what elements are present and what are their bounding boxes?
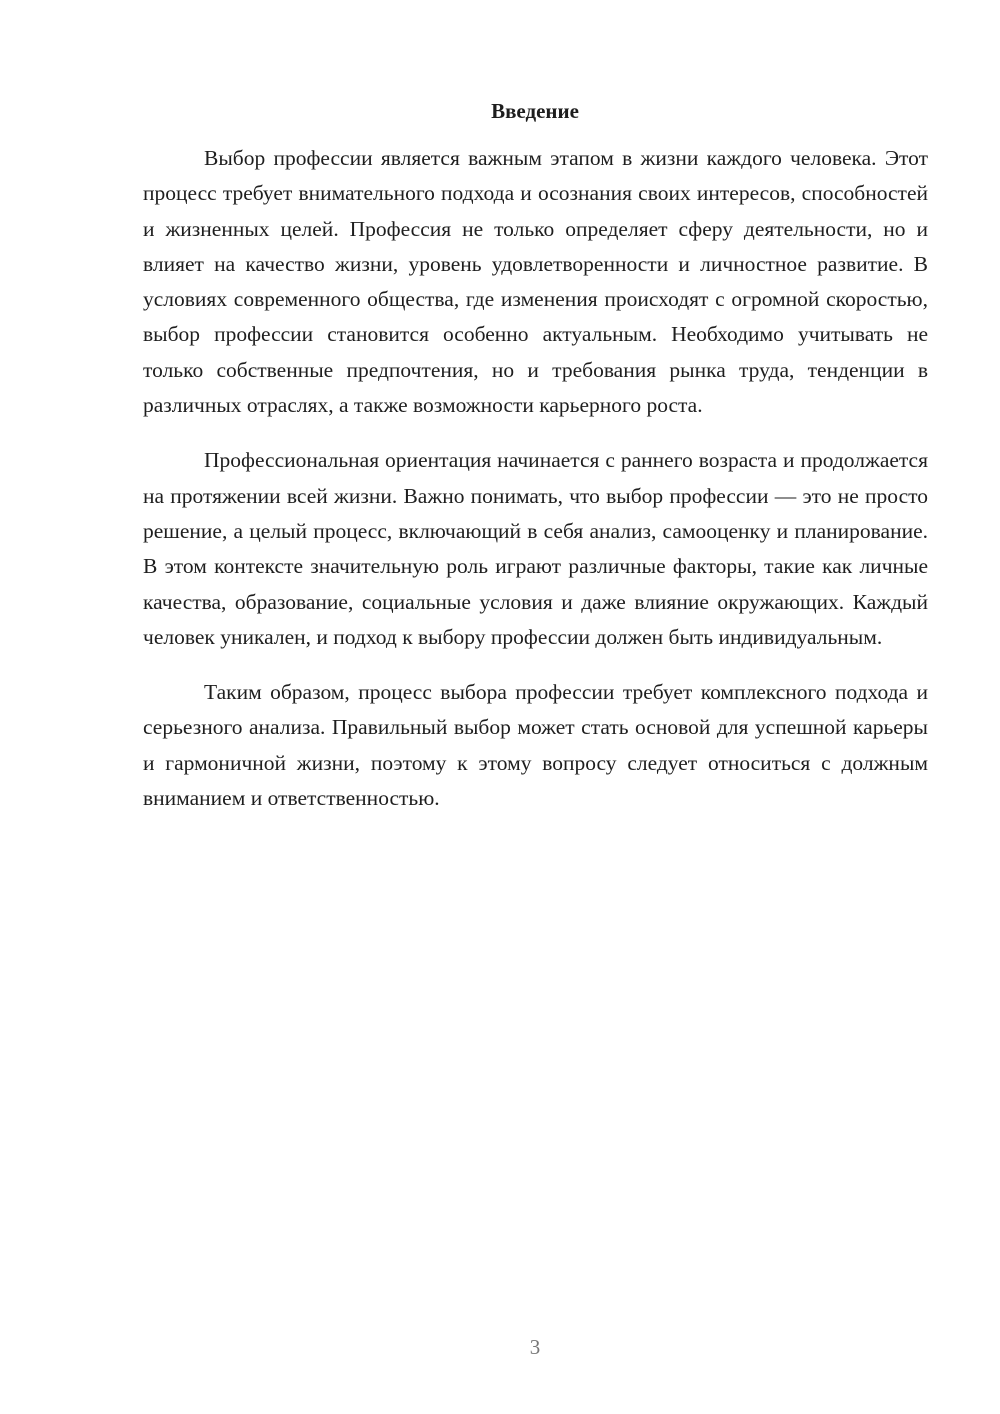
page-title: Введение [491,99,579,123]
page-number: 3 [529,1335,541,1359]
paragraph-1: Выбор профессии является важным этапом в жизни каждого человека. Этот процесс требует внимательного подхода и осознания своих интересов, способностей и жизненных целей. Профессия не только определяет сферу деятельности, но и влияет на качество жизни, уровень удовлетворенности и личностное развитие. В условиях современного общества, где изменения происходят с огромной скоростью, выбор профессии становится особенно актуальным. Необходимо учитывать не только собственные предпочтения, но и требования рынка труда, тенденции в различных отраслях, а также возможности карьерного роста. [143,146,928,418]
body-text [143,141,928,816]
paragraph-3: Таким образом, процесс выбора профессии требует комплексного подхода и серьезного анализа. Правильный выбор может стать основой для успешной карьеры и гармоничной жизни, поэтому к этому вопросу следует относиться с должным вниманием и ответственностью. [143,680,928,811]
paragraph-2: Профессиональная ориентация начинается с раннего возраста и продолжается на протяжении всей жизни. Важно понимать, что выбор профессии — это не просто решение, а целый процесс, включающий в себя анализ, самооценку и планирование. В этом контексте значительную роль играют различные факторы, такие как личные качества, образование, социальные условия и даже влияние окружающих. Каждый человек уникален, и подход к выбору профессии должен быть индивидуальным. [143,448,928,649]
